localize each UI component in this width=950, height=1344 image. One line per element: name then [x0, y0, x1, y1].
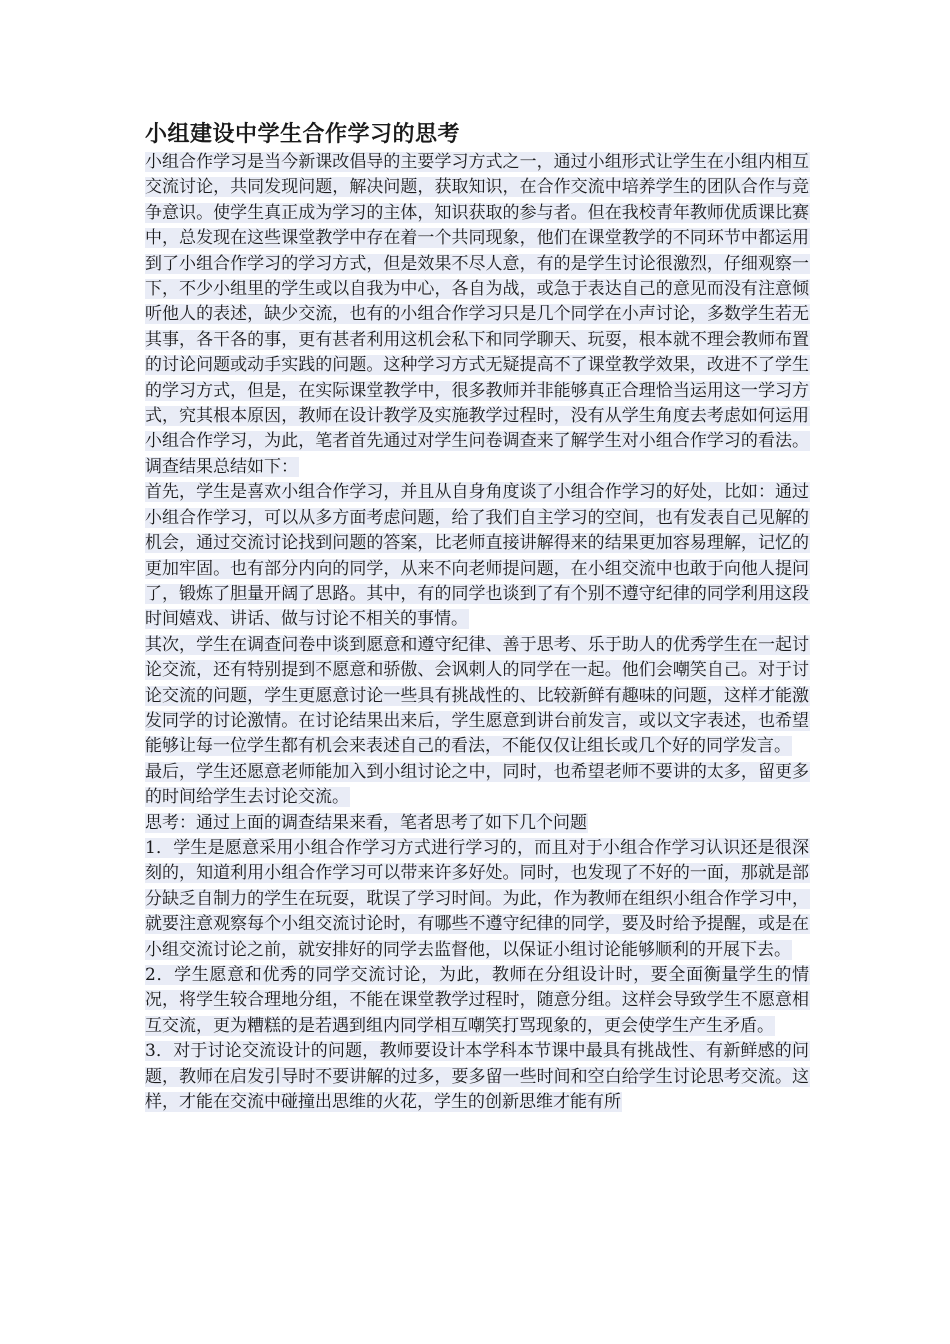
paragraph-text: 小组合作学习是当今新课改倡导的主要学习方式之一，通过小组形式让学生在小组内相互交流讨论，共同发现问题，解决问题，获取知识，在合作交流中培养学生的团队合作与竞争意识。使学生真正成为学习的主体，知识获取的参与者。但在我校青年教师优质课比赛中，总发现在这些课堂教学中存在着一个共同现象，他们在课堂教学的不同环节中都运用到了小组合作学习的学习方式，但是效果不尽人意，有的是学生讨论很激烈，仔细观察一下，不少小组里的学生或以自我为中心，各自为战，或急于表达自己的意见而没有注意倾听他人的表述，缺少交流，也有的小组合作学习只是几个同学在小声讨论，多数学生若无其事，各干各的事，更有甚者利用这机会私下和同学聊天、玩耍，根本就不理会教师布置的讨论问题或动手实践的问题。这种学习方式无疑提高不了课堂教学效果，改进不了学生的学习方式，但是，在实际课堂教学中，很多教师并非能够真正合理恰当运用这一学习方式，究其根本原因，教师在设计教学及实施教学过程时，没有从学生角度去考虑如何运用小组合作学习，为此，笔者首先通过对学生问卷调查来了解学生对小组合作学习的看法。调查结果总结如下：: [145, 152, 809, 477]
paragraph-text: 首先，学生是喜欢小组合作学习，并且从自身角度谈了小组合作学习的好处，比如：通过小组合作学习，可以从多方面考虑问题，给了我们自主学习的空间，也有发表自己见解的机会，通过交流讨论找到问题的答案，比老师直接讲解得来的结果更加容易理解，记忆的更加牢固。也有部分内向的同学，从来不向老师提问题，在小组交流中也敢于向他人提问了，锻炼了胆量开阔了思路。其中，有的同学也谈到了有个别不遵守纪律的同学利用这段时间嬉戏、讲话、做与讨论不相关的事情。: [145, 482, 809, 630]
paragraph-point-3: [145, 1039, 810, 1115]
paragraph-reflection: [145, 811, 810, 836]
paragraph-point-2: [145, 963, 810, 1039]
paragraph-text: 2．学生愿意和优秀的同学交流讨论，为此，教师在分组设计时，要全面衡量学生的情况，将学生较合理地分组，不能在课堂教学过程时，随意分组。这样会导致学生不愿意相互交流，更为糟糕的是若遇到组内同学相互嘲笑打骂现象的，更会使学生产生矛盾。: [145, 965, 809, 1036]
paragraph-point-1: [145, 836, 810, 963]
paragraph-text: 最后，学生还愿意老师能加入到小组讨论之中，同时，也希望老师不要讲的太多，留更多的时间给学生去讨论交流。: [145, 761, 809, 808]
paragraph-last: [145, 760, 810, 811]
paragraph-text: 1．学生是愿意采用小组合作学习方式进行学习的，而且对于小组合作学习认识还是很深刻的，知道利用小组合作学习可以带来许多好处。同时，也发现了不好的一面，那就是部分缺乏自制力的学生在玩耍，耽误了学习时间。为此，作为教师在组织小组合作学习中，就要注意观察每个小组交流讨论时，有哪些不遵守纪律的同学，要及时给予提醒，或是在小组交流讨论之前，就安排好的同学去监督他，以保证小组讨论能够顺利的开展下去。: [145, 837, 809, 960]
paragraph-text: 思考：通过上面的调查结果来看，笔者思考了如下几个问题: [145, 812, 587, 833]
paragraph-intro: [145, 150, 810, 480]
document-body: [145, 120, 810, 1115]
paragraph-text: 3．对于讨论交流设计的问题，教师要设计本学科本节课中最具有挑战性、有新鲜感的问题，教师在启发引导时不要讲解的过多，要多留一些时间和空白给学生讨论思考交流。这样，才能在交流中碰撞出思维的火花，学生的创新思维才能有所: [145, 1041, 809, 1113]
document-title: 小组建设中学生合作学习的思考: [145, 122, 461, 147]
paragraph-first: [145, 480, 810, 632]
paragraph-second: [145, 633, 810, 760]
paragraph-text: 其次，学生在调查问卷中谈到愿意和遵守纪律、善于思考、乐于助人的优秀学生在一起讨论交流，还有特别提到不愿意和骄傲、会讽刺人的同学在一起。他们会嘲笑自己。对于讨论交流的问题，学生更愿意讨论一些具有挑战性的、比较新鲜有趣味的问题，这样才能激发同学的讨论激情。在讨论结果出来后，学生愿意到讲台前发言，或以文字表述，也希望能够让每一位学生都有机会来表述自己的看法，不能仅仅让组长或几个好的同学发言。: [145, 634, 809, 757]
